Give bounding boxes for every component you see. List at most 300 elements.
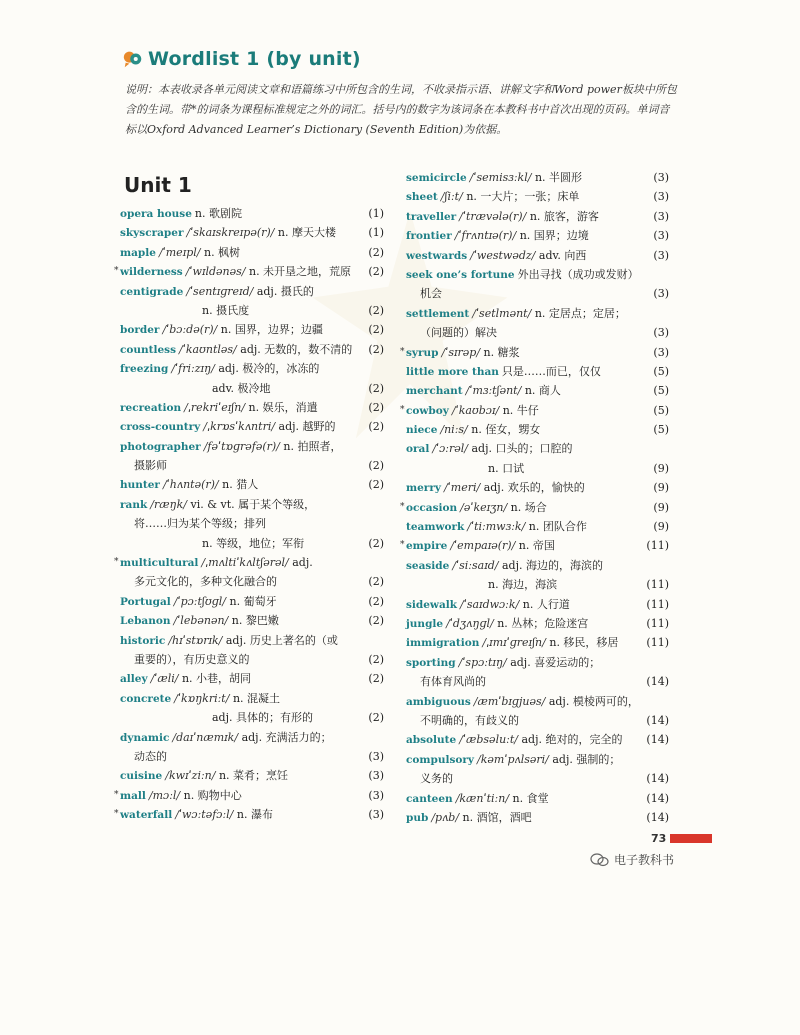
headword: seaside bbox=[406, 559, 450, 572]
wordlist-entry bbox=[120, 592, 386, 611]
definition: n. 摄氏度 bbox=[202, 303, 250, 317]
entry-line bbox=[120, 320, 386, 339]
wordlist-entry bbox=[406, 653, 671, 692]
entry-line bbox=[406, 595, 671, 614]
wordlist-entry bbox=[406, 304, 671, 343]
headword: waterfall bbox=[120, 809, 173, 822]
definition: adj. 绝对的，完全的 bbox=[521, 733, 623, 747]
headword: cowboy bbox=[406, 404, 449, 417]
entry-line bbox=[120, 398, 386, 417]
first-appearance-page: (2) bbox=[368, 478, 384, 492]
headword: opera house bbox=[120, 208, 192, 220]
definition: n. 酒馆，酒吧 bbox=[462, 810, 532, 824]
first-appearance-page: (2) bbox=[368, 400, 384, 414]
definition: n. 帝国 bbox=[518, 539, 555, 553]
page-number: 73 bbox=[651, 832, 667, 845]
first-appearance-page: (14) bbox=[646, 713, 669, 727]
first-appearance-page: (5) bbox=[653, 423, 669, 437]
wordlist-entry bbox=[406, 517, 671, 536]
entry-line bbox=[120, 379, 386, 398]
wordlist-entry bbox=[400, 536, 671, 555]
first-appearance-page: (2) bbox=[368, 672, 384, 686]
entry-line bbox=[120, 708, 386, 727]
entry-line bbox=[120, 417, 386, 436]
entry-line bbox=[120, 747, 386, 766]
entry-line bbox=[120, 514, 386, 533]
wordlist-entry bbox=[120, 475, 386, 494]
definition: n. 场合 bbox=[510, 500, 547, 514]
definition: n. 移民，移居 bbox=[549, 636, 619, 650]
wordlist-entry bbox=[120, 417, 386, 436]
entry-line bbox=[120, 592, 386, 611]
entry-line bbox=[120, 301, 386, 320]
headword: wilderness bbox=[120, 266, 183, 279]
wordlist-entry bbox=[406, 265, 671, 304]
definition: 摄影师 bbox=[134, 459, 167, 473]
entry-line bbox=[406, 284, 671, 303]
definition: n. 国界，边界；边疆 bbox=[220, 323, 323, 337]
phonetic-transcription: /ˈdʒʌŋɡl/ bbox=[446, 616, 494, 630]
definition: n. 黎巴嫩 bbox=[231, 614, 279, 628]
headword: occasion bbox=[406, 501, 458, 514]
phonetic-transcription: /ˈfrʌntɪə(r)/ bbox=[454, 229, 517, 243]
wordlist-entry bbox=[406, 789, 671, 808]
definition: n. 购物中心 bbox=[183, 788, 242, 802]
unit-heading: Unit 1 bbox=[124, 173, 192, 197]
entry-line bbox=[120, 282, 386, 301]
definition: adj. 海边的，海滨的 bbox=[501, 558, 603, 572]
entry-line bbox=[114, 553, 386, 572]
watermark bbox=[590, 851, 674, 868]
headword: alley bbox=[120, 673, 148, 686]
definition: （问题的）解决 bbox=[420, 326, 497, 340]
intro-note: 说明：本表收录各单元阅读文章和语篇练习中所包含的生词，不收录指示语、讲解文字和Word power板块中所包含的生词。带*的词条为课程标准规定之外的词汇。括号内的数字为该词条在本教科书中首次出现的页码。单词音标以Oxford Advanced Learner’s Dictionary (Seventh Edition)为依据。 bbox=[125, 83, 677, 136]
entry-line bbox=[406, 168, 671, 187]
phonetic-transcription: /pʌb/ bbox=[431, 810, 460, 824]
entry-line bbox=[406, 750, 671, 769]
first-appearance-page: (3) bbox=[653, 190, 669, 204]
first-appearance-page: (9) bbox=[653, 481, 669, 495]
wordlist-entry bbox=[406, 362, 671, 381]
first-appearance-page: (2) bbox=[368, 459, 384, 473]
entry-line bbox=[114, 786, 386, 805]
definition: n. 猎人 bbox=[222, 478, 259, 492]
entry-line bbox=[120, 631, 386, 650]
wordlist-entry bbox=[114, 553, 386, 592]
phonetic-transcription: /ˌrekriˈeɪʃn/ bbox=[184, 400, 246, 414]
headword: ambiguous bbox=[406, 695, 471, 708]
headword: syrup bbox=[406, 346, 439, 359]
entry-line bbox=[120, 475, 386, 494]
entry-line bbox=[406, 730, 671, 749]
headword: centigrade bbox=[120, 285, 184, 298]
first-appearance-page: (9) bbox=[653, 500, 669, 514]
definition: adj. 摄氏的 bbox=[256, 284, 314, 298]
definition: n. 口试 bbox=[488, 461, 525, 475]
entry-line bbox=[406, 381, 671, 400]
entry-line bbox=[120, 650, 386, 669]
headword: maple bbox=[120, 246, 156, 259]
entry-line bbox=[406, 633, 671, 652]
first-appearance-page: (3) bbox=[368, 749, 384, 763]
first-appearance-page: (14) bbox=[646, 791, 669, 805]
headword: cross-country bbox=[120, 421, 201, 434]
wordlist-entry bbox=[120, 437, 386, 476]
first-appearance-page: (9) bbox=[653, 461, 669, 475]
phonetic-transcription: /ˈsetlmənt/ bbox=[472, 306, 532, 320]
definition: n. 枫树 bbox=[203, 245, 241, 259]
definition: 义务的 bbox=[420, 772, 453, 786]
headword: settlement bbox=[406, 307, 470, 320]
phonetic-transcription: /ˈsaɪdwɔːk/ bbox=[460, 597, 520, 611]
first-appearance-page: (2) bbox=[368, 245, 384, 259]
definition: n. 商人 bbox=[524, 384, 561, 398]
entry-line bbox=[406, 478, 671, 497]
first-appearance-page: (5) bbox=[653, 384, 669, 398]
phonetic-transcription: /ˈlebənən/ bbox=[173, 614, 229, 628]
right-column bbox=[400, 168, 671, 827]
entry-line bbox=[120, 534, 386, 553]
definition: n. 食堂 bbox=[512, 791, 549, 805]
definition: n. 半圆形 bbox=[534, 171, 583, 184]
wordlist-entry bbox=[120, 611, 386, 630]
wordlist-entry bbox=[406, 420, 671, 439]
definition: adj. 越野的 bbox=[278, 420, 336, 434]
outside-curriculum-star: * bbox=[114, 266, 119, 277]
wordlist-entry bbox=[406, 207, 671, 226]
headword: little more than bbox=[406, 365, 499, 378]
definition: n. 葡萄牙 bbox=[229, 594, 277, 608]
phonetic-transcription: /əˈkeɪʒn/ bbox=[460, 500, 508, 514]
phonetic-transcription: /ˌkrɒsˈkʌntri/ bbox=[203, 420, 276, 434]
phonetic-transcription: /ˈwɪldənəs/ bbox=[185, 265, 246, 279]
wordlist-entry bbox=[406, 439, 671, 478]
entry-line bbox=[120, 456, 386, 475]
phonetic-transcription: /ˈmeɪpl/ bbox=[158, 245, 201, 259]
entry-line bbox=[400, 498, 671, 517]
first-appearance-page: (2) bbox=[368, 711, 384, 725]
entry-line bbox=[406, 672, 671, 691]
entry-line bbox=[120, 223, 386, 242]
first-appearance-page: (3) bbox=[653, 209, 669, 223]
headword: immigration bbox=[406, 637, 480, 650]
headword: semicircle bbox=[406, 172, 467, 184]
outside-curriculum-star: * bbox=[400, 404, 405, 415]
definition: adj. 喜爱运动的； bbox=[510, 655, 601, 669]
first-appearance-page: (2) bbox=[368, 323, 384, 337]
definition: n. 一大片；一张；床单 bbox=[466, 190, 580, 204]
wordlist-entry bbox=[406, 187, 671, 206]
headword: Portugal bbox=[120, 595, 171, 608]
entry-line bbox=[120, 611, 386, 630]
phonetic-transcription: /ˈtiːmwɜːk/ bbox=[467, 520, 526, 534]
entry-line bbox=[120, 766, 386, 785]
headword: recreation bbox=[120, 401, 182, 414]
definition: 多元文化的，多种文化融合的 bbox=[134, 575, 277, 589]
wordlist-entry bbox=[120, 282, 386, 321]
definition: adj. bbox=[292, 556, 313, 570]
definition: adj. 充满活力的； bbox=[241, 730, 332, 744]
headword: teamwork bbox=[406, 521, 465, 534]
definition: n. 娱乐，消遣 bbox=[248, 400, 318, 414]
first-appearance-page: (3) bbox=[653, 345, 669, 359]
wordlist-entry bbox=[120, 398, 386, 417]
first-appearance-page: (14) bbox=[646, 733, 669, 747]
first-appearance-page: (5) bbox=[653, 403, 669, 417]
headword: absolute bbox=[406, 734, 457, 747]
entry-line bbox=[400, 536, 671, 555]
headword: seek one’s fortune bbox=[406, 268, 515, 281]
entry-line bbox=[406, 265, 671, 284]
first-appearance-page: (3) bbox=[653, 171, 669, 184]
entry-line bbox=[406, 439, 671, 458]
phonetic-transcription: /ˈspɔːtɪŋ/ bbox=[458, 655, 507, 669]
headword: oral bbox=[406, 443, 430, 456]
first-appearance-page: (2) bbox=[368, 536, 384, 550]
headword: niece bbox=[406, 424, 438, 437]
first-appearance-page: (2) bbox=[368, 594, 384, 608]
definition: 有体育风尚的 bbox=[420, 675, 486, 689]
definition: adj. 模棱两可的， bbox=[548, 694, 639, 708]
wordlist-entry bbox=[120, 669, 386, 688]
first-appearance-page: (2) bbox=[368, 265, 384, 279]
entry-line bbox=[120, 572, 386, 591]
wordlist-entry bbox=[406, 246, 671, 265]
headword: Lebanon bbox=[120, 615, 171, 628]
headword: jungle bbox=[406, 617, 444, 630]
wechat-icon bbox=[590, 853, 610, 867]
wordlist-entry bbox=[406, 808, 671, 827]
first-appearance-page: (3) bbox=[653, 248, 669, 262]
definition: 将……归为某个等级；排列 bbox=[134, 517, 266, 531]
definition: n. 海边，海滨 bbox=[488, 578, 558, 592]
wordlist-entry bbox=[406, 730, 671, 749]
entry-line bbox=[406, 362, 671, 381]
entry-line bbox=[120, 340, 386, 359]
definition: adj. 欢乐的，愉快的 bbox=[483, 481, 585, 495]
wordlist-entry bbox=[120, 204, 386, 223]
first-appearance-page: (3) bbox=[653, 229, 669, 243]
headword: sheet bbox=[406, 191, 438, 204]
definition: adv. 极冷地 bbox=[212, 381, 271, 395]
definition: n. 侄女，甥女 bbox=[471, 423, 541, 437]
phonetic-transcription: /ˈkaʊbɔɪ/ bbox=[451, 403, 500, 417]
headword: mall bbox=[120, 789, 146, 802]
wordlist-entry bbox=[120, 359, 386, 398]
definition: adj. 强制的； bbox=[552, 752, 621, 766]
headword: photographer bbox=[120, 440, 201, 453]
wordlist-entry bbox=[400, 498, 671, 517]
definition: n. 糖浆 bbox=[483, 345, 520, 359]
wordlist-entry bbox=[400, 343, 671, 362]
headword: border bbox=[120, 324, 160, 337]
wordlist-entry bbox=[120, 766, 386, 785]
entry-line bbox=[406, 556, 671, 575]
definition: n. 牛仔 bbox=[502, 403, 539, 417]
first-appearance-page: (2) bbox=[368, 381, 384, 395]
entry-line bbox=[406, 769, 671, 788]
page-number-bar bbox=[670, 834, 712, 843]
entry-line bbox=[406, 711, 671, 730]
entry-line bbox=[114, 805, 386, 824]
headword: cuisine bbox=[120, 770, 163, 783]
first-appearance-page: (3) bbox=[653, 326, 669, 340]
wordlist-title-row bbox=[122, 48, 361, 70]
entry-line bbox=[120, 359, 386, 378]
first-appearance-page: (11) bbox=[646, 578, 669, 592]
entry-line bbox=[120, 669, 386, 688]
wordlist-entry bbox=[406, 692, 671, 731]
phonetic-transcription: /ˈmeri/ bbox=[443, 481, 481, 495]
definition: n. 定居点；定居； bbox=[534, 306, 626, 320]
definition: 动态的 bbox=[134, 749, 167, 763]
headword: merchant bbox=[406, 385, 463, 398]
first-appearance-page: (11) bbox=[646, 616, 669, 630]
definition: adj. 具体的；有形的 bbox=[212, 711, 314, 725]
outside-curriculum-star: * bbox=[114, 557, 119, 568]
entry-line bbox=[114, 262, 386, 281]
phonetic-transcription: /ˈsiːsaɪd/ bbox=[452, 558, 499, 572]
headword: hunter bbox=[120, 479, 160, 492]
left-column bbox=[114, 204, 386, 825]
entry-line bbox=[120, 728, 386, 747]
first-appearance-page: (9) bbox=[653, 520, 669, 534]
phonetic-transcription: /daɪˈnæmɪk/ bbox=[172, 730, 239, 744]
headword: canteen bbox=[406, 792, 453, 805]
phonetic-transcription: /hɪˈstɒrɪk/ bbox=[168, 633, 223, 647]
headword: concrete bbox=[120, 692, 172, 705]
speech-bubble-icon bbox=[122, 48, 144, 70]
wordlist-entry bbox=[120, 495, 386, 553]
definition: n. 歌剧院 bbox=[194, 207, 242, 220]
entry-line bbox=[400, 401, 671, 420]
headword: rank bbox=[120, 498, 148, 511]
phonetic-transcription: /ˈfriːzɪŋ/ bbox=[171, 362, 215, 376]
entry-line bbox=[120, 437, 386, 456]
definition: adj. 口头的；口腔的 bbox=[471, 442, 573, 456]
entry-line bbox=[406, 575, 671, 594]
wordlist-entry bbox=[120, 689, 386, 728]
first-appearance-page: (1) bbox=[368, 207, 384, 220]
phonetic-transcription: /kwɪˈziːn/ bbox=[165, 769, 216, 783]
wordlist-entry bbox=[120, 728, 386, 767]
definition: adv. 向西 bbox=[538, 248, 587, 262]
definition: n. 瀑布 bbox=[236, 808, 273, 822]
phonetic-transcription: /ˈhʌntə(r)/ bbox=[162, 478, 219, 492]
headword: merry bbox=[406, 482, 441, 495]
phonetic-transcription: /ˈskaɪskreɪpə(r)/ bbox=[186, 226, 275, 240]
phonetic-transcription: /kəmˈpʌlsəri/ bbox=[477, 752, 549, 766]
wordlist-entry bbox=[114, 786, 386, 805]
outside-curriculum-star: * bbox=[400, 501, 405, 512]
wordlist-entry bbox=[406, 226, 671, 245]
phonetic-transcription: /kænˈtiːn/ bbox=[455, 791, 510, 805]
entry-line bbox=[406, 614, 671, 633]
entry-line bbox=[406, 323, 671, 342]
entry-line bbox=[406, 808, 671, 827]
outside-curriculum-star: * bbox=[400, 346, 405, 357]
headword: sidewalk bbox=[406, 598, 458, 611]
phonetic-transcription: /ˈæli/ bbox=[150, 672, 179, 686]
definition: n. 拍照者， bbox=[283, 439, 342, 453]
headword: empire bbox=[406, 540, 448, 553]
entry-line bbox=[406, 420, 671, 439]
first-appearance-page: (2) bbox=[368, 575, 384, 589]
wordlist-entry bbox=[406, 168, 671, 187]
definition: n. 丛林；危险迷宫 bbox=[497, 616, 589, 630]
first-appearance-page: (3) bbox=[368, 769, 384, 783]
headword: countless bbox=[120, 343, 177, 356]
entry-line bbox=[406, 304, 671, 323]
definition: n. 摩天大楼 bbox=[277, 226, 336, 240]
phonetic-transcription: /ræŋk/ bbox=[150, 497, 188, 511]
definition: adj. 历史上著名的（或 bbox=[225, 633, 338, 647]
definition: 重要的），有历史意义的 bbox=[134, 652, 250, 666]
headword: westwards bbox=[406, 249, 468, 262]
phonetic-transcription: /ˈsɪrəp/ bbox=[441, 345, 481, 359]
wordlist-entry bbox=[120, 320, 386, 339]
phonetic-transcription: /ˈtrævələ(r)/ bbox=[459, 209, 527, 223]
headword: traveller bbox=[406, 210, 457, 223]
first-appearance-page: (1) bbox=[368, 226, 384, 240]
first-appearance-page: (2) bbox=[368, 303, 384, 317]
outside-curriculum-star: * bbox=[114, 809, 119, 820]
outside-curriculum-star: * bbox=[114, 789, 119, 800]
phonetic-transcription: /ˈsentɪɡreɪd/ bbox=[186, 284, 254, 298]
definition: n. 团队合作 bbox=[528, 520, 587, 534]
phonetic-transcription: /æmˈbɪɡjuəs/ bbox=[473, 694, 546, 708]
entry-line bbox=[406, 207, 671, 226]
wordlist-entry bbox=[114, 805, 386, 824]
headword: dynamic bbox=[120, 731, 170, 744]
first-appearance-page: (11) bbox=[646, 636, 669, 650]
wordlist-entry bbox=[120, 631, 386, 670]
wordlist-entry bbox=[406, 614, 671, 633]
watermark-text: 电子教科书 bbox=[614, 853, 675, 867]
entry-line bbox=[406, 459, 671, 478]
wordlist-entry bbox=[406, 750, 671, 789]
wordlist-entry bbox=[120, 223, 386, 242]
phonetic-transcription: /ˈkɒŋkriːt/ bbox=[174, 691, 230, 705]
first-appearance-page: (2) bbox=[368, 614, 384, 628]
entry-line bbox=[120, 243, 386, 262]
wordlist-entry bbox=[120, 340, 386, 359]
phonetic-transcription: /ˈkaʊntləs/ bbox=[179, 342, 237, 356]
definition: n. 混凝土 bbox=[232, 691, 281, 705]
phonetic-transcription: /ˈempaɪə(r)/ bbox=[450, 539, 516, 553]
first-appearance-page: (14) bbox=[646, 810, 669, 824]
headword: sporting bbox=[406, 656, 456, 669]
definition: n. 菜肴；烹饪 bbox=[218, 769, 289, 783]
definition: vi. & vt. 属于某个等级， bbox=[190, 497, 316, 511]
headword: historic bbox=[120, 634, 166, 647]
phonetic-transcription: /ˈæbsəluːt/ bbox=[459, 733, 518, 747]
definition: 外出寻找（成功或发财） bbox=[517, 267, 639, 281]
definition: n. 旅客，游客 bbox=[529, 209, 599, 223]
first-appearance-page: (2) bbox=[368, 342, 384, 356]
entry-line bbox=[406, 653, 671, 672]
phonetic-transcription: /niːs/ bbox=[440, 423, 468, 437]
phonetic-transcription: /mɔːl/ bbox=[148, 788, 181, 802]
first-appearance-page: (11) bbox=[646, 597, 669, 611]
entry-line bbox=[120, 689, 386, 708]
wordlist-entry bbox=[406, 556, 671, 595]
wordlist-entry bbox=[400, 401, 671, 420]
entry-line bbox=[406, 692, 671, 711]
first-appearance-page: (2) bbox=[368, 420, 384, 434]
definition: n. 小巷，胡同 bbox=[181, 672, 252, 686]
phonetic-transcription: /ˈmɜːtʃənt/ bbox=[465, 384, 522, 398]
